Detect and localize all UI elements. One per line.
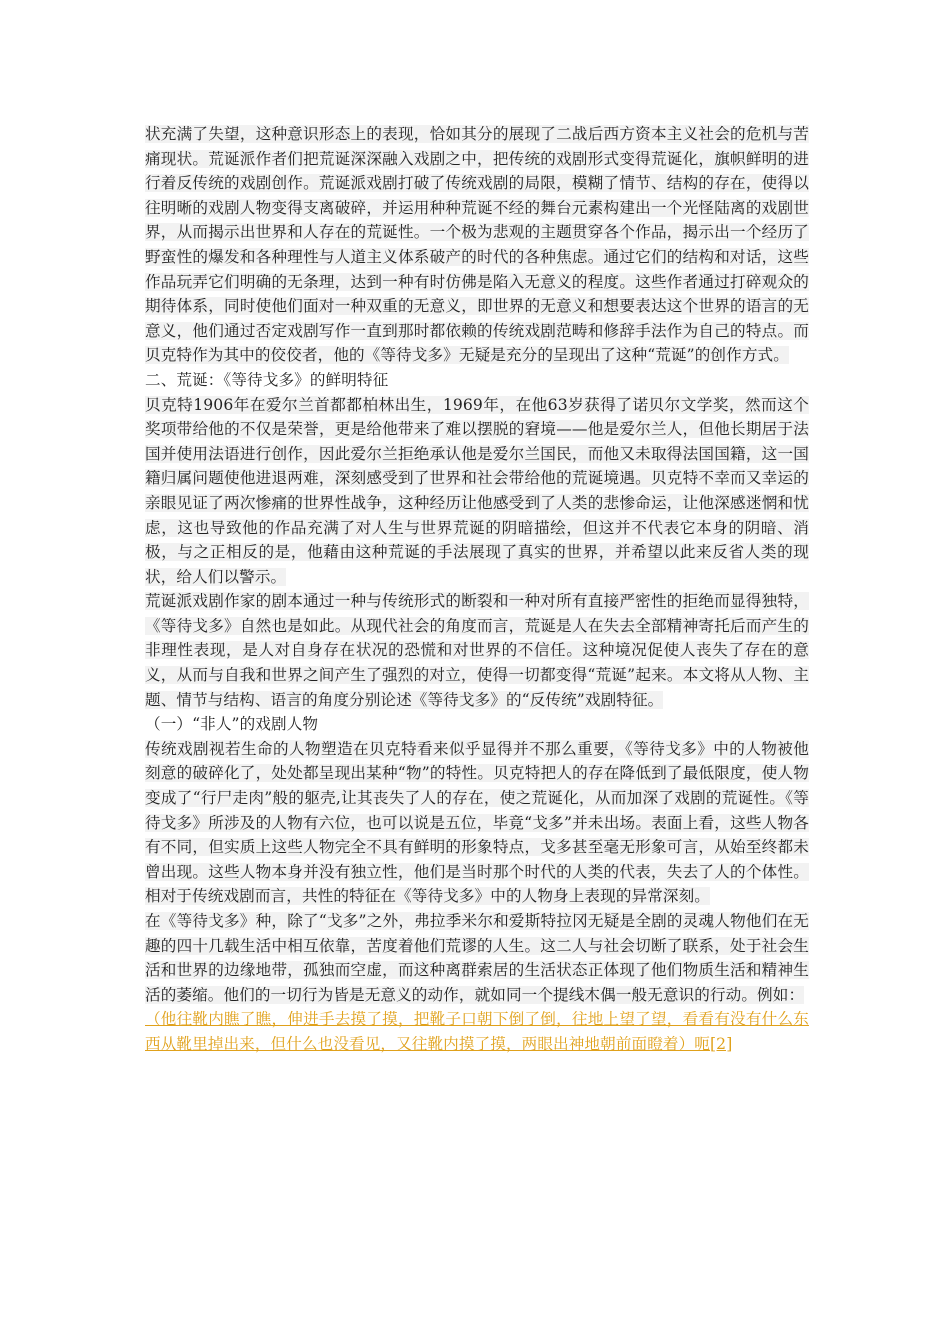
paragraph-vladimir-estragon: [145, 909, 809, 1007]
paragraph-text: 状充满了失望，这种意识形态上的表现，恰如其分的展现了二战后西方资本主义社会的危机与苦痛现状。荒诞派作者们把荒诞深深融入戏剧之中，把传统的戏剧形式变得荒诞化，旗帜鲜明的进行着反传统的戏剧创作。荒诞派戏剧打破了传统戏剧的局限，模糊了情节、结构的存在，使得以往明晰的戏剧人物变得支离破碎，并运用种种荒诞不经的舞台元素构建出一个光怪陆离的戏剧世界，从而揭示出世界和人存在的荒诞性。一个极为悲观的主题贯穿各个作品，揭示出一个经历了野蛮性的爆发和各种理性与人道主义体系破产的时代的各种焦虑。通过它们的结构和对话，这些作品玩弄它们明确的无条理，达到一种有时仿佛是陷入无意义的程度。这些作者通过打碎观众的期待体系，同时使他们面对一种双重的无意义，即世界的无意义和想要表达这个世界的语言的无意义，他们通过否定戏剧写作一直到那时都依赖的传统戏剧范畴和修辞手法作为自己的特点。而贝克特作为其中的佼佼者，他的《等待戈多》无疑是充分的呈现出了这种“荒诞”的创作方式。: [145, 125, 809, 365]
paragraph-characters: [145, 737, 809, 909]
paragraph-text: 在《等待戈多》种，除了“戈多”之外，弗拉季米尔和爱斯特拉冈无疑是全剧的灵魂人物他们在无趣的四十几载生活中相互依靠，苦度着他们荒谬的人生。这二人与社会切断了联系，处于社会生活和世界的边缘地带，孤独而空虚，而这种离群索居的生活状态正体现了他们物质生活和精神生活的萎缩。他们的一切行为皆是无意义的动作，就如同一个提线木偶一般无意识的行动。例如：: [145, 912, 809, 1004]
quote-paragraph: [145, 1007, 809, 1056]
footnote-ref-link[interactable]: [2]: [709, 1034, 733, 1053]
document-page: [145, 122, 809, 1057]
quote-link[interactable]: （他往靴内瞧了瞧，伸进手去摸了摸，把靴子口朝下倒了倒，往地上望了望，看看有没有什么东西从靴里掉出来，但什么也没看见，又往靴内摸了摸，两眼出神地朝前面瞪着）呃: [145, 1010, 809, 1053]
subsection-heading-1: （一）“非人”的戏剧人物: [145, 715, 319, 734]
paragraph-text: 荒诞派戏剧作家的剧本通过一种与传统形式的断裂和一种对所有直接严密性的拒绝而显得独特，《等待戈多》自然也是如此。从现代社会的角度而言，荒诞是人在失去全部精神寄托后而产生的非理性表现，是人对自身存在状况的恐慌和对世界的不信任。这种境况促使人丧失了存在的意义，从而与自我和世界之间产生了强烈的对立，使得一切都变得“荒诞”起来。本文将从人物、主题、情节与结构、语言的角度分别论述《等待戈多》的“反传统”戏剧特征。: [145, 592, 809, 709]
paragraph-absurdist-drama: [145, 589, 809, 712]
paragraph-intro-continuation: [145, 122, 809, 368]
paragraph-text: 贝克特1906年在爱尔兰首都都柏林出生，1969年，在他63岁获得了诺贝尔文学奖，然而这个奖项带给他的不仅是荣誉，更是给他带来了难以摆脱的窘境——他是爱尔兰人，但他长期居于法国并使用法语进行创作，因此爱尔兰拒绝承认他是爱尔兰国民，而他又未取得法国国籍，这一国籍归属问题使他进退两难，深刻感受到了世界和社会带给他的荒诞境遇。贝克特不幸而又幸运的亲眼见证了两次惨痛的世界性战争，这种经历让他感受到了人类的悲惨命运，让他深感迷惘和忧虑，这也导致他的作品充满了对人生与世界荒诞的阴暗描绘，但这并不代表它本身的阴暗、消极，与之正相反的是，他藉由这种荒诞的手法展现了真实的世界，并希望以此来反省人类的现状，给人们以警示。: [145, 395, 809, 586]
section-heading-2: 二、荒诞：《等待戈多》的鲜明特征: [145, 370, 389, 389]
paragraph-text: 传统戏剧视若生命的人物塑造在贝克特看来似乎显得并不那么重要，《等待戈多》中的人物被他刻意的破碎化了，处处都呈现出某种“物”的特性。贝克特把人的存在降低到了最低限度，使人物变成了“行尸走肉”般的躯壳,让其丧失了人的存在，使之荒诞化，从而加深了戏剧的荒诞性。《等待戈多》所涉及的人物有六位，也可以说是五位，毕竟“戈多”并未出场。表面上看，这些人物各有不同，但实质上这些人物完全不具有鲜明的形象特点，戈多甚至毫无形象可言，从始至终都未曾出现。这些人物本身并没有独立性，他们是当时那个时代的人类的代表，失去了人的个体性。相对于传统戏剧而言，共性的特征在《等待戈多》中的人物身上表现的异常深刻。: [145, 739, 809, 906]
paragraph-beckett-bio: [145, 393, 809, 590]
